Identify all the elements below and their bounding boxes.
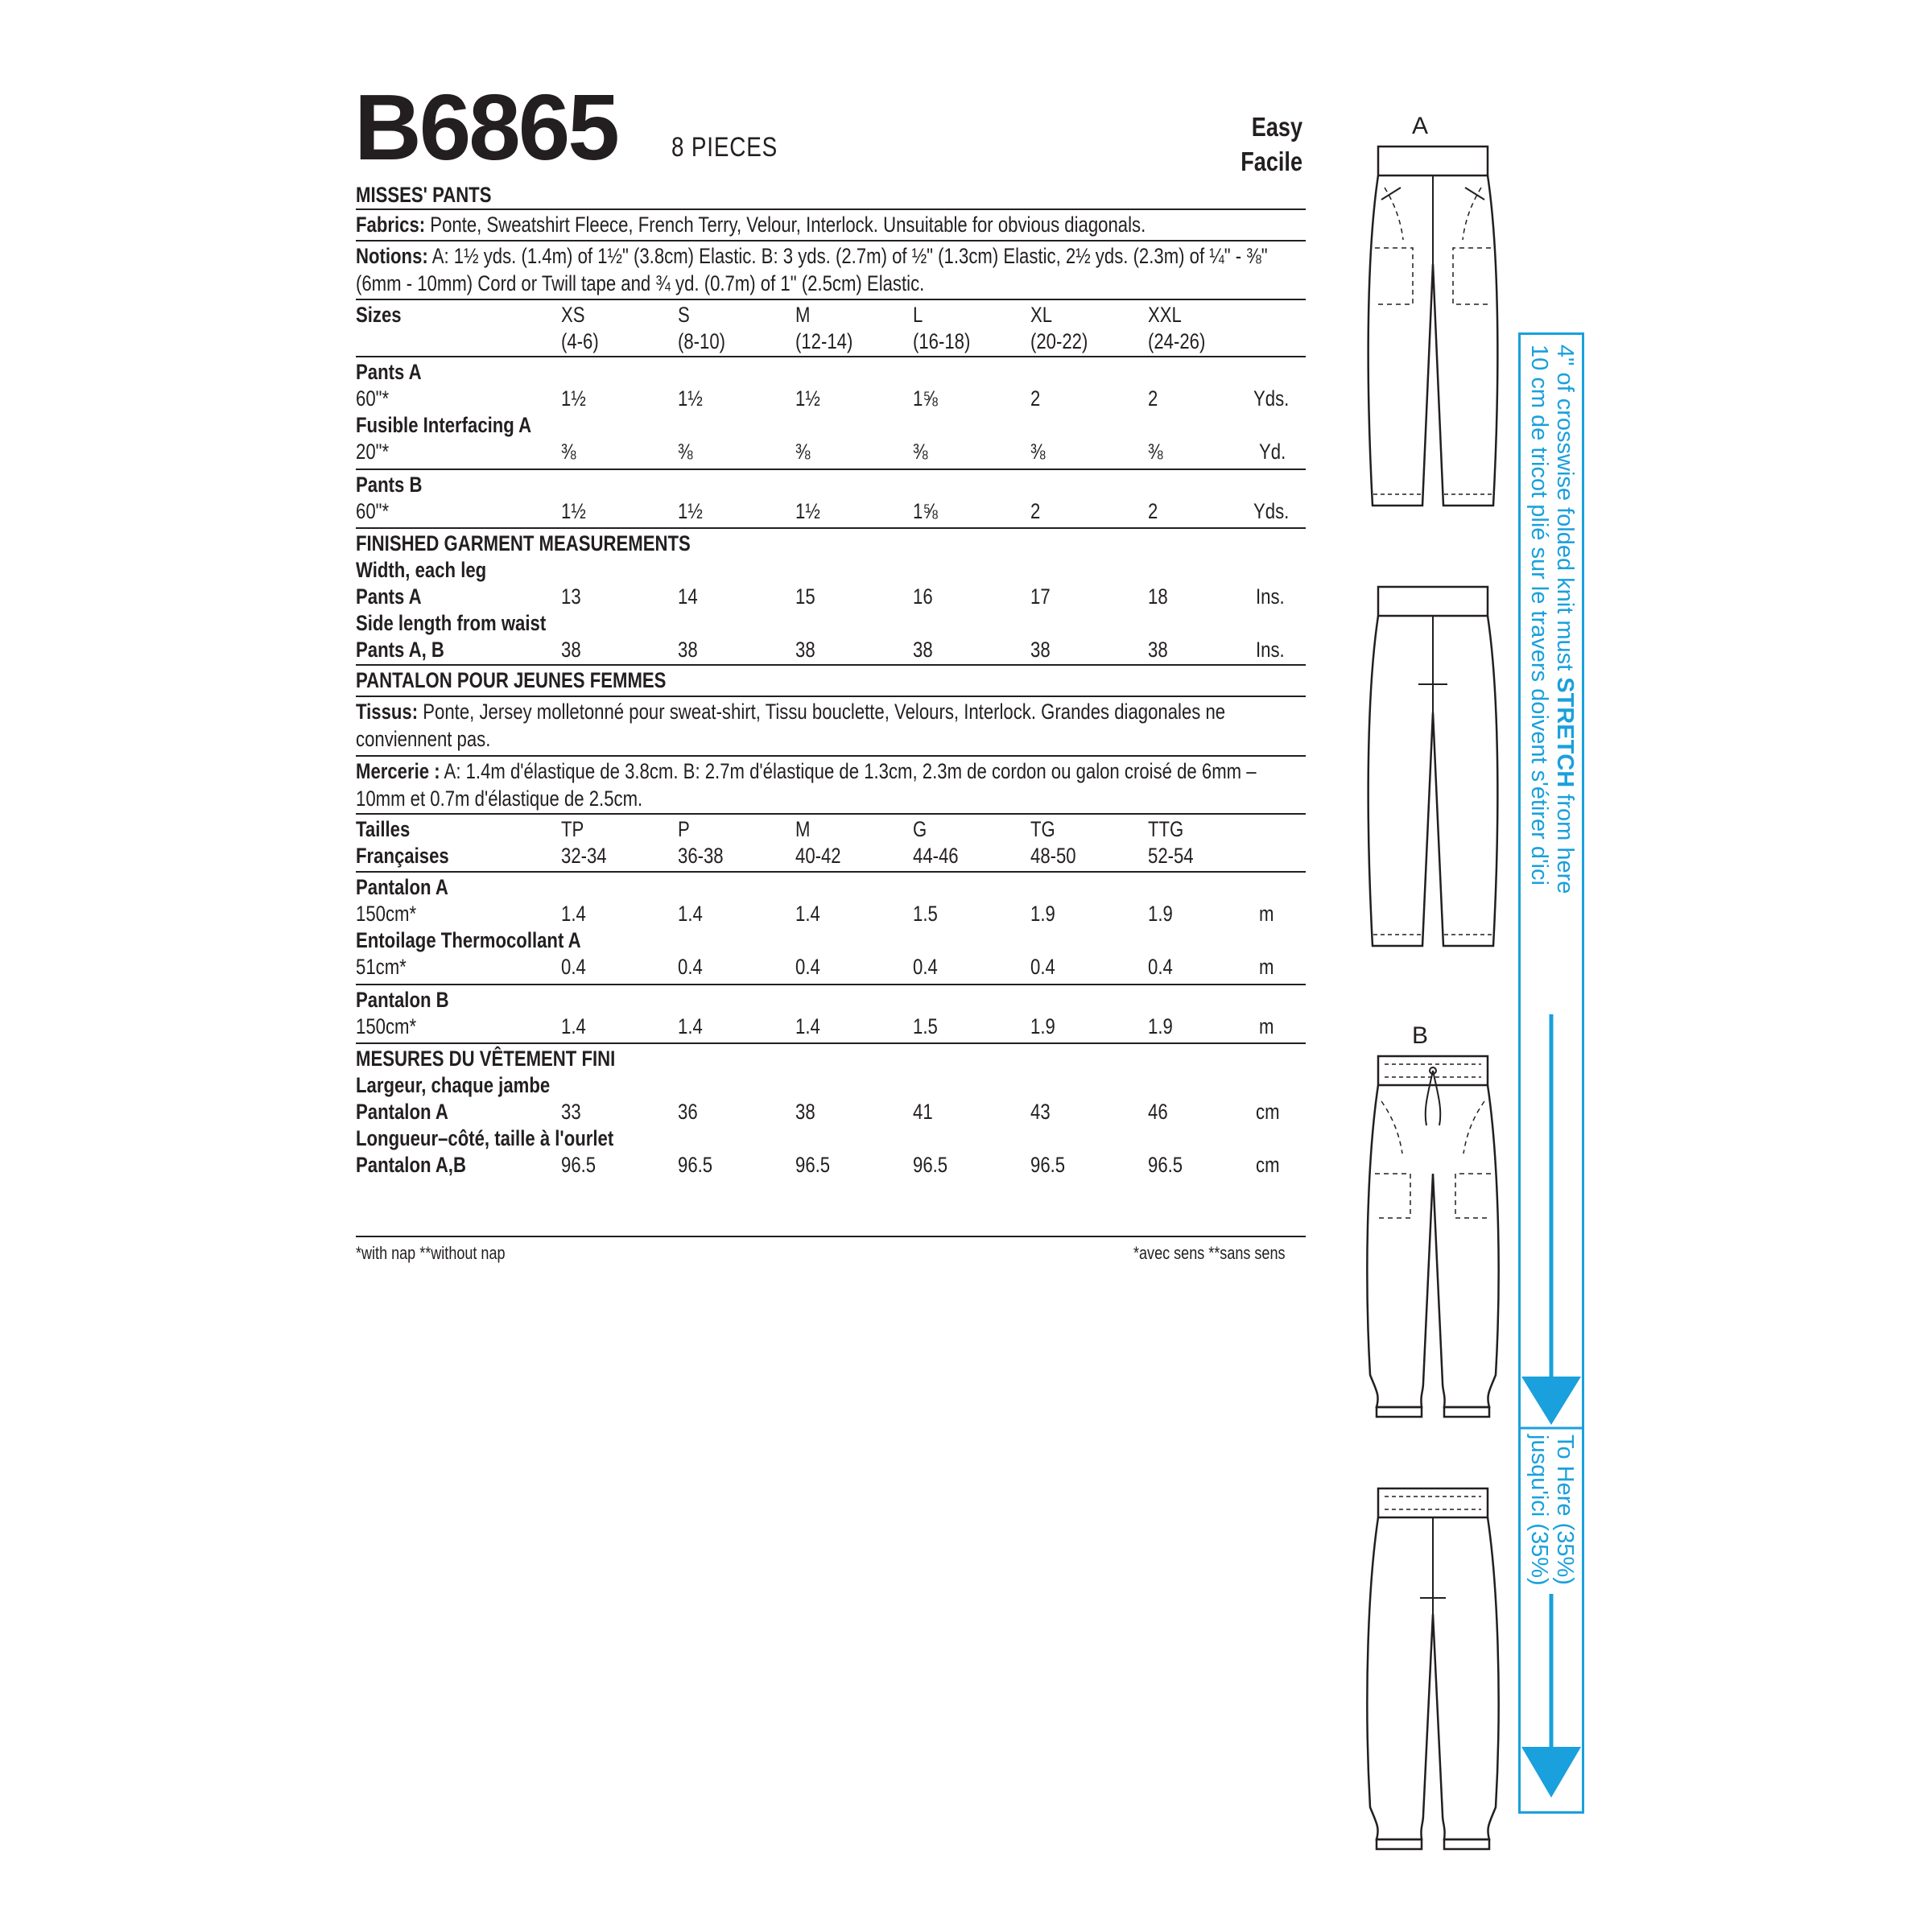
measure-value: 38 xyxy=(678,638,698,662)
fabric-width: 60"* xyxy=(356,499,390,523)
taille-range: 52-54 xyxy=(1148,844,1194,868)
measure-value: 38 xyxy=(913,638,933,662)
finished-title: MESURES DU VÊTEMENT FINI xyxy=(356,1046,616,1071)
yardage-value: 1½ xyxy=(795,386,820,411)
pieces-count: 8 PIECES xyxy=(671,132,778,163)
divider xyxy=(356,469,1306,470)
stretch-emphasis: STRETCH xyxy=(1552,677,1578,788)
size-xxl: XXL xyxy=(1148,303,1182,327)
taille-range: 48-50 xyxy=(1030,844,1076,868)
footnote-en: *with nap **without nap xyxy=(356,1243,506,1263)
fabric-width: 60"* xyxy=(356,386,390,411)
measure-value: 13 xyxy=(561,584,581,609)
taille: TTG xyxy=(1148,817,1184,841)
width-label: Width, each leg xyxy=(356,558,487,582)
size-l: L xyxy=(913,303,923,327)
measure-value: 41 xyxy=(913,1100,933,1124)
size-range: (16-18) xyxy=(913,329,971,353)
mercerie-label: Mercerie : xyxy=(356,759,440,783)
yardage-value: 2 xyxy=(1148,499,1158,523)
size-s: S xyxy=(678,303,690,327)
yardage-value: 1½ xyxy=(795,499,820,523)
measure-value: 46 xyxy=(1148,1100,1168,1124)
yardage-value: 1⅝ xyxy=(913,386,938,411)
sizes-header xyxy=(356,302,1306,358)
metrage-value: 1.4 xyxy=(678,1014,703,1038)
unit: m xyxy=(1259,955,1274,979)
divider xyxy=(356,208,1306,210)
tailles-header xyxy=(356,816,1306,873)
fr-finished-measurements xyxy=(356,1046,1306,1183)
metrage-value: 1.9 xyxy=(1148,902,1173,926)
metrage-value: 1.9 xyxy=(1148,1014,1173,1038)
fabric-width: 150cm* xyxy=(356,902,417,926)
yardage-name: Pants B xyxy=(356,473,423,497)
measure-value: 14 xyxy=(678,584,698,609)
width-row-name: Pantalon A xyxy=(356,1100,448,1124)
footnote-fr: *avec sens **sans sens xyxy=(1133,1243,1286,1263)
metrage-value: 0.4 xyxy=(795,955,820,979)
finished-title: FINISHED GARMENT MEASUREMENTS xyxy=(356,531,691,555)
size-range: (4-6) xyxy=(561,329,599,353)
yardage-value: ⅜ xyxy=(913,440,928,464)
length-label: Longueur–côté, taille à l'ourlet xyxy=(356,1126,614,1150)
metrage-value: 0.4 xyxy=(561,955,586,979)
yardage-value: ⅜ xyxy=(1148,440,1163,464)
stretch-gauge-line1 xyxy=(1552,345,1578,894)
measure-value: 38 xyxy=(1148,638,1168,662)
metrage-value: 0.4 xyxy=(913,955,938,979)
divider xyxy=(356,299,1306,300)
yardage-value: 2 xyxy=(1148,386,1158,411)
metrage-value: 0.4 xyxy=(678,955,703,979)
measure-value: 38 xyxy=(795,1100,815,1124)
view-a-label: A xyxy=(1412,113,1429,139)
measure-value: 38 xyxy=(1030,638,1051,662)
divider xyxy=(356,240,1306,242)
fabric-width: 20"* xyxy=(356,440,390,464)
yardage-value: 1½ xyxy=(678,386,703,411)
divider xyxy=(356,984,1306,985)
divider xyxy=(356,755,1306,757)
size-range: (12-14) xyxy=(795,329,853,353)
fabrics-text: Ponte, Sweatshirt Fleece, French Terry, Velour, Interlock. Unsuitable for obvious diagonals. xyxy=(430,213,1146,237)
yardage-value: ⅜ xyxy=(678,440,693,464)
divider xyxy=(356,813,1306,815)
size-range: (24-26) xyxy=(1148,329,1206,353)
measure-value: 96.5 xyxy=(678,1153,713,1177)
taille-range: 44-46 xyxy=(913,844,959,868)
metrage-value: 1.9 xyxy=(1030,902,1055,926)
fabric-width: 150cm* xyxy=(356,1014,417,1038)
divider xyxy=(356,527,1306,529)
tailles-label-2: Françaises xyxy=(356,844,449,868)
length-label: Side length from waist xyxy=(356,611,547,635)
taille: G xyxy=(913,817,927,841)
divider xyxy=(356,664,1306,666)
taille-range: 32-34 xyxy=(561,844,607,868)
pants-b-front-illustration xyxy=(1352,1053,1513,1423)
yardage-pants-a xyxy=(356,359,1306,412)
measure-value: 96.5 xyxy=(913,1153,948,1177)
measure-value: 43 xyxy=(1030,1100,1051,1124)
metrage-name: Entoilage Thermocollant A xyxy=(356,928,581,952)
metrage-value: 1.4 xyxy=(678,902,703,926)
yardage-value: 1½ xyxy=(561,499,586,523)
measure-value: 15 xyxy=(795,584,815,609)
tissus-line1: Ponte, Jersey molletonné pour sweat-shirt, Tissu bouclette, Velours, Interlock. Grandes diagonales ne xyxy=(423,700,1226,724)
unit: Ins. xyxy=(1256,584,1285,609)
measure-value: 16 xyxy=(913,584,933,609)
metrage-value: 0.4 xyxy=(1148,955,1173,979)
yardage-name: Pants A xyxy=(356,360,422,384)
yardage-value: ⅜ xyxy=(795,440,811,464)
yardage-value: 1½ xyxy=(678,499,703,523)
taille-range: 40-42 xyxy=(795,844,841,868)
fr-title: PANTALON POUR JEUNES FEMMES xyxy=(356,668,667,692)
unit: Ins. xyxy=(1256,638,1285,662)
measure-value: 38 xyxy=(795,638,815,662)
unit: cm xyxy=(1256,1153,1280,1177)
pants-a-front-illustration xyxy=(1352,143,1513,514)
width-label: Largeur, chaque jambe xyxy=(356,1073,551,1097)
measure-value: 36 xyxy=(678,1100,698,1124)
taille-range: 36-38 xyxy=(678,844,724,868)
measure-value: 38 xyxy=(561,638,581,662)
fabrics-label: Fabrics: xyxy=(356,213,426,237)
length-row-name: Pants A, B xyxy=(356,638,444,662)
level-fr: Facile xyxy=(1241,147,1302,176)
yardage-value: ⅜ xyxy=(561,440,576,464)
sizes-label: Sizes xyxy=(356,303,402,327)
tailles-label: Tailles xyxy=(356,817,411,841)
width-row-name: Pants A xyxy=(356,584,422,609)
taille: P xyxy=(678,817,690,841)
size-range: (8-10) xyxy=(678,329,726,353)
yardage-pants-b xyxy=(356,472,1306,525)
size-xs: XS xyxy=(561,303,585,327)
yardage-value: 1½ xyxy=(561,386,586,411)
unit: Yd. xyxy=(1259,440,1286,464)
divider xyxy=(356,1236,1306,1237)
stretch-text-post: from here xyxy=(1552,787,1578,894)
stretch-arrow-1 xyxy=(1518,1006,1584,1433)
measure-value: 17 xyxy=(1030,584,1051,609)
measure-value: 18 xyxy=(1148,584,1168,609)
en-finished-measurements xyxy=(356,530,1306,667)
size-range: (20-22) xyxy=(1030,329,1088,353)
yardage-name: Fusible Interfacing A xyxy=(356,413,532,437)
notions-line1: A: 1½ yds. (1.4m) of 1½" (3.8cm) Elastic. B: 3 yds. (2.7m) of ½" (1.3cm) Elastic, 2½ yds. (2.3m) of ¼" - ⅜" xyxy=(431,244,1268,268)
yardage-value: 2 xyxy=(1030,499,1041,523)
metrage-value: 0.4 xyxy=(1030,955,1055,979)
metrage-pantalon-b xyxy=(356,987,1306,1040)
stretch-gauge-line2: 10 cm de tricot plié sur le travers doivent s'étirer d'ici xyxy=(1526,345,1552,886)
notions-label: Notions: xyxy=(356,244,428,268)
taille: M xyxy=(795,817,811,841)
metrage-value: 1.4 xyxy=(795,1014,820,1038)
yardage-interfacing-a xyxy=(356,412,1306,465)
measure-value: 96.5 xyxy=(795,1153,831,1177)
metrage-value: 1.5 xyxy=(913,1014,938,1038)
divider xyxy=(356,871,1306,873)
metrage-value: 1.4 xyxy=(795,902,820,926)
pants-a-back-illustration xyxy=(1352,584,1513,954)
unit: m xyxy=(1259,902,1274,926)
size-m: M xyxy=(795,303,811,327)
metrage-value: 1.9 xyxy=(1030,1014,1055,1038)
measure-value: 96.5 xyxy=(561,1153,597,1177)
tissus-label: Tissus: xyxy=(356,700,419,724)
taille: TP xyxy=(561,817,584,841)
unit: Yds. xyxy=(1253,386,1290,411)
notions-line2: (6mm - 10mm) Cord or Twill tape and ¾ yd. (0.7m) of 1" (2.5cm) Elastic. xyxy=(356,271,925,295)
divider xyxy=(356,356,1306,357)
difficulty-level xyxy=(1222,109,1302,179)
mercerie-line1: A: 1.4m d'élastique de 3.8cm. B: 2.7m d'élastique de 1.3cm, 2.3m de cordon ou galon croisé de 6mm – xyxy=(444,759,1257,783)
metrage-entoilage-a xyxy=(356,927,1306,980)
yardage-value: 2 xyxy=(1030,386,1041,411)
view-b-label: B xyxy=(1412,1022,1429,1049)
stretch-text-pre: 4" of crosswise folded knit must xyxy=(1552,345,1578,678)
level-en: Easy xyxy=(1251,112,1302,142)
mercerie-line2: 10mm et 0.7m d'élastique de 2.5cm. xyxy=(356,786,643,811)
unit: m xyxy=(1259,1014,1274,1038)
fabric-width: 51cm* xyxy=(356,955,407,979)
tissus-line2: conviennent pas. xyxy=(356,727,491,751)
to-here-line2: jusqu'ici (35%) xyxy=(1526,1435,1552,1586)
length-row-name: Pantalon A,B xyxy=(356,1153,466,1177)
metrage-pantalon-a xyxy=(356,874,1306,927)
stretch-arrow-2 xyxy=(1518,1590,1584,1807)
pattern-number: B6865 xyxy=(354,75,617,180)
unit: Yds. xyxy=(1253,499,1290,523)
divider xyxy=(356,696,1306,697)
metrage-value: 1.4 xyxy=(561,1014,586,1038)
taille: TG xyxy=(1030,817,1055,841)
yardage-value: ⅜ xyxy=(1030,440,1046,464)
divider xyxy=(356,1042,1306,1044)
measure-value: 96.5 xyxy=(1030,1153,1066,1177)
en-title: MISSES' PANTS xyxy=(356,183,492,207)
unit: cm xyxy=(1256,1100,1280,1124)
to-here-line1: To Here (35%) xyxy=(1552,1435,1578,1585)
pants-b-back-illustration xyxy=(1352,1485,1513,1856)
metrage-value: 1.5 xyxy=(913,902,938,926)
size-xl: XL xyxy=(1030,303,1053,327)
yardage-value: 1⅝ xyxy=(913,499,938,523)
measure-value: 96.5 xyxy=(1148,1153,1183,1177)
metrage-value: 1.4 xyxy=(561,902,586,926)
metrage-name: Pantalon A xyxy=(356,875,448,899)
measure-value: 33 xyxy=(561,1100,581,1124)
metrage-name: Pantalon B xyxy=(356,988,449,1012)
